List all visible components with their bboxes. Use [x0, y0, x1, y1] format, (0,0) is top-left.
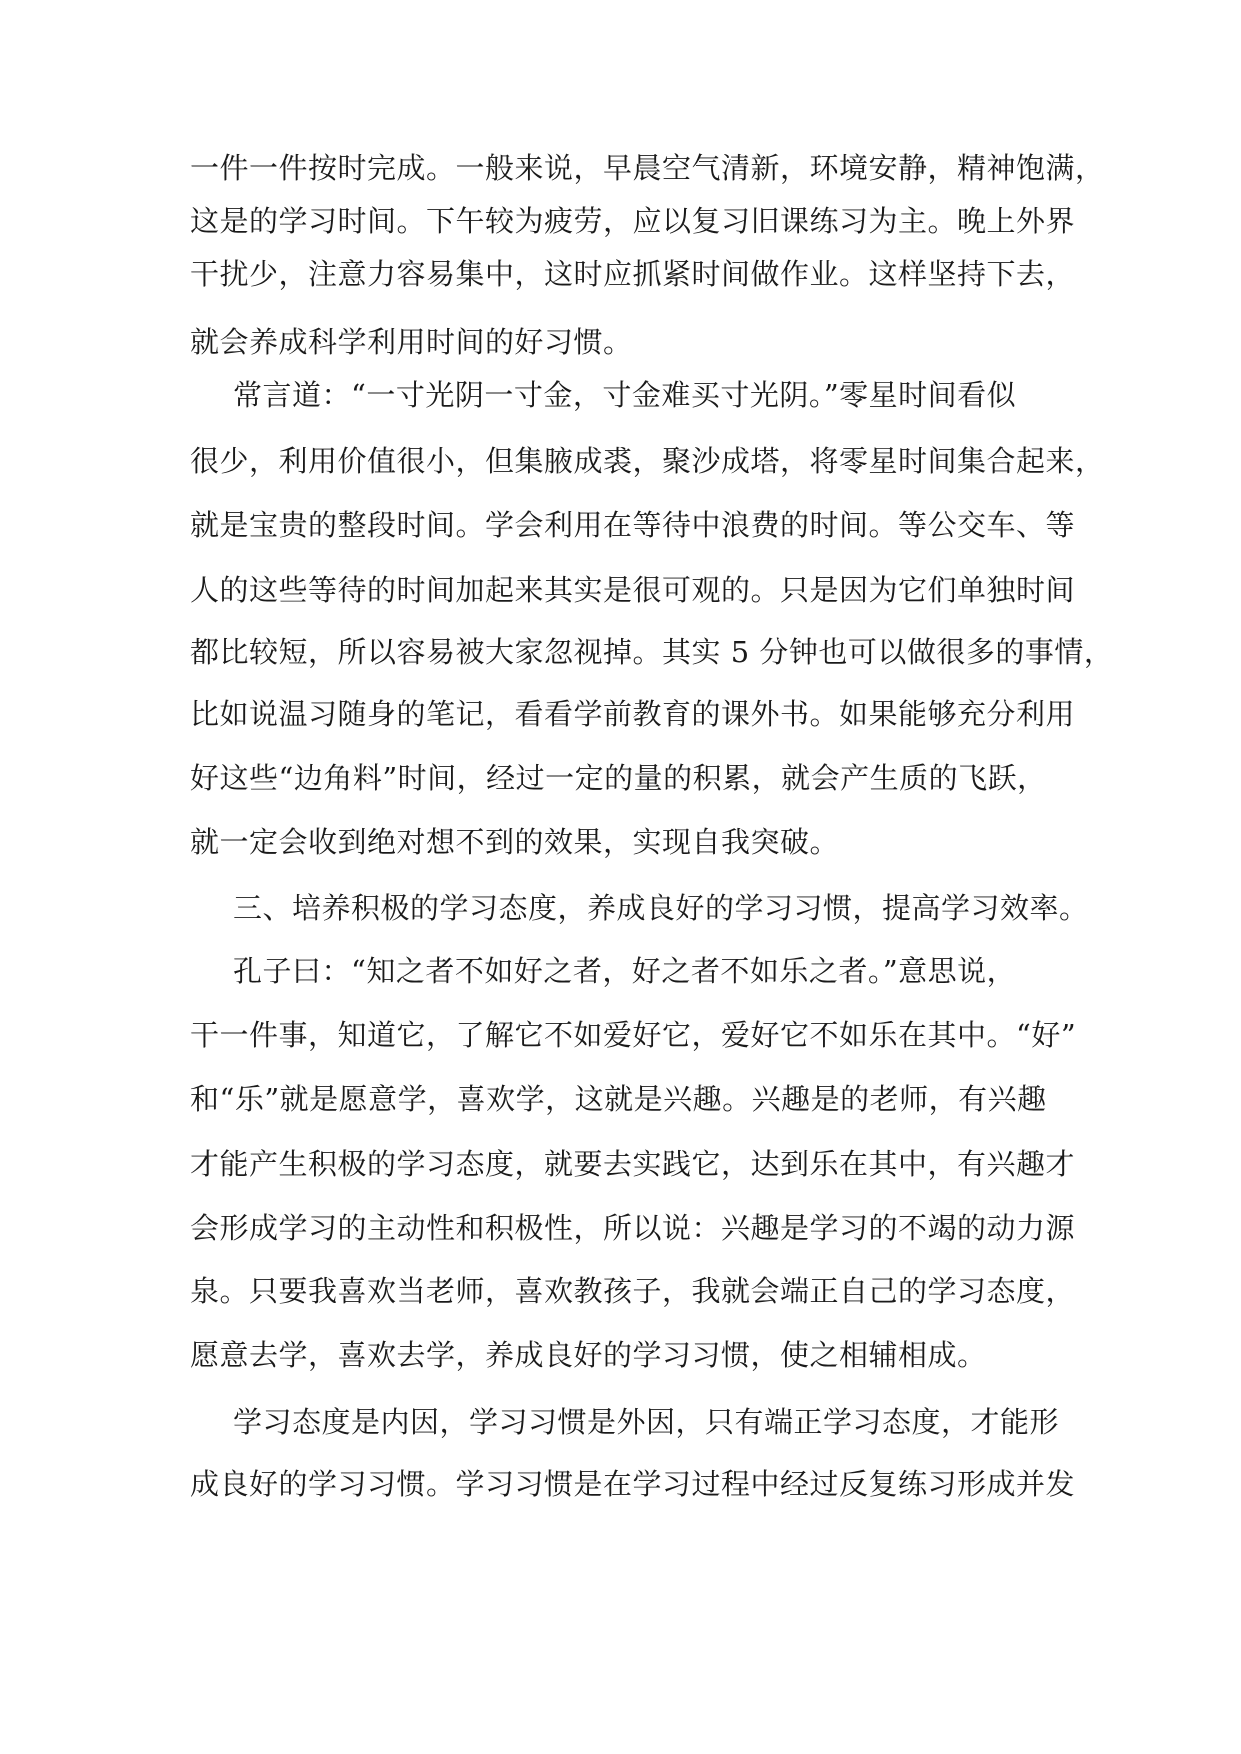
- text-line: 孔子曰：“知之者不如好之者，好之者不如乐之者。”意思说，: [233, 954, 1017, 988]
- text-line: 就是宝贵的整段时间。学会利用在等待中浪费的时间。等公交车、等: [190, 508, 1076, 542]
- text-line: 和“乐”就是愿意学，喜欢学，这就是兴趣。兴趣是的老师，有兴趣: [190, 1082, 1047, 1116]
- text-line: 泉。只要我喜欢当老师，喜欢教孩子，我就会端正自己的学习态度，: [190, 1274, 1076, 1308]
- text-line: 会形成学习的主动性和积极性，所以说：兴趣是学习的不竭的动力源: [190, 1211, 1076, 1245]
- text-line: 愿意去学，喜欢去学，养成良好的学习习惯，使之相辅相成。: [190, 1338, 987, 1372]
- text-line: 好这些“边角料”时间，经过一定的量的积累，就会产生质的飞跃，: [190, 761, 1047, 795]
- text-line: 学习态度是内因，学习习惯是外因，只有端正学习态度，才能形: [233, 1405, 1060, 1439]
- text-line: 就会养成科学利用时间的好习惯。: [190, 325, 633, 359]
- text-line: 人的这些等待的时间加起来其实是很可观的。只是因为它们单独时间: [190, 573, 1076, 607]
- text-line: 这是的学习时间。下午较为疲劳，应以复习旧课练习为主。晚上外界: [190, 204, 1076, 238]
- section-heading: 三、培养积极的学习态度，养成良好的学习习惯，提高学习效率。: [233, 891, 1089, 925]
- text-line: 干扰少，注意力容易集中，这时应抓紧时间做作业。这样坚持下去，: [190, 257, 1076, 291]
- text-line: 都比较短，所以容易被大家忽视掉。其实 5 分钟也可以做很多的事情，: [190, 635, 1114, 669]
- text-line: 很少，利用价值很小，但集腋成裘，聚沙成塔，将零星时间集合起来，: [190, 444, 1105, 478]
- text-line: 干一件事，知道它，了解它不如爱好它，爱好它不如乐在其中。“好”: [190, 1018, 1077, 1052]
- text-line: 常言道：“一寸光阴一寸金，寸金难买寸光阴。”零星时间看似: [233, 378, 1017, 412]
- text-line: 比如说温习随身的笔记，看看学前教育的课外书。如果能够充分利用: [190, 697, 1076, 731]
- text-line: 成良好的学习习惯。学习习惯是在学习过程中经过反复练习形成并发: [190, 1467, 1076, 1501]
- text-line: 就一定会收到绝对想不到的效果，实现自我突破。: [190, 825, 840, 859]
- text-line: 一件一件按时完成。一般来说，早晨空气清新，环境安静，精神饱满，: [190, 151, 1105, 185]
- text-line: 才能产生积极的学习态度，就要去实践它，达到乐在其中，有兴趣才: [190, 1147, 1076, 1181]
